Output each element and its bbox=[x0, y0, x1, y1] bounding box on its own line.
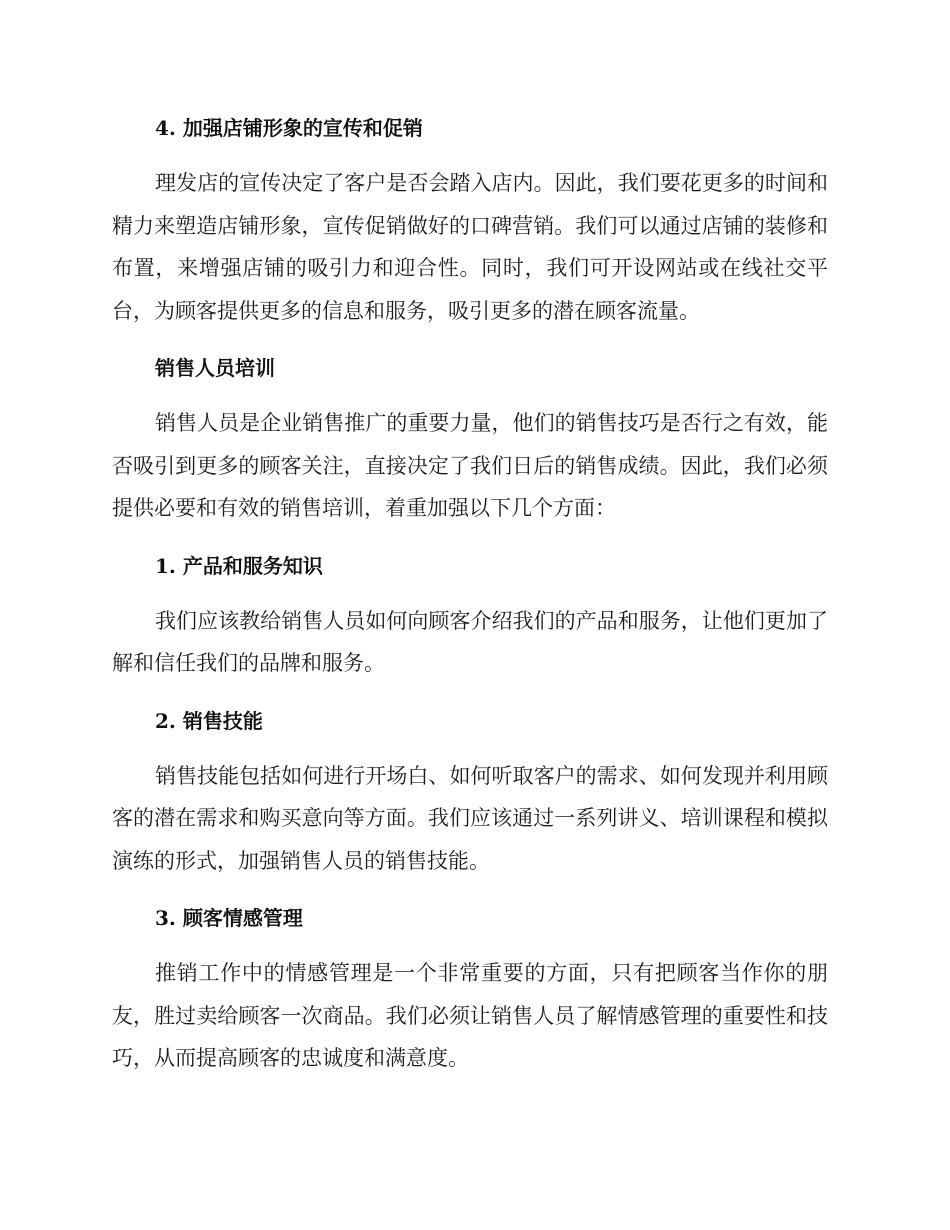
section-paragraph-sales-training: 销售人员是企业销售推广的重要力量，他们的销售技巧是否行之有效，能否吸引到更多的顾客关注，直接决定了我们日后的销售成绩。因此，我们必须提供必要和有效的销售培训，着重加强以下几个方面： bbox=[112, 411, 828, 520]
section-paragraph-product-knowledge: 我们应该教给销售人员如何向顾客介绍我们的产品和服务，让他们更加了解和信任我们的品牌和服务。 bbox=[112, 608, 828, 675]
section-paragraph-emotion-management: 推销工作中的情感管理是一个非常重要的方面，只有把顾客当作你的朋友，胜过卖给顾客一次商品。我们必须让销售人员了解情感管理的重要性和技巧，从而提高顾客的忠诚度和满意度。 bbox=[112, 961, 828, 1070]
section-heading-sales-training: 销售人员培训 bbox=[155, 356, 275, 380]
section-heading-store-promotion: 4. 加强店铺形象的宣传和促销 bbox=[155, 116, 423, 140]
section-paragraph-sales-skills: 销售技能包括如何进行开场白、如何听取客户的需求、如何发现并利用顾客的潜在需求和购买意向等方面。我们应该通过一系列讲义、培训课程和模拟演练的形式，加强销售人员的销售技能。 bbox=[112, 763, 828, 873]
document-page bbox=[112, 106, 828, 1094]
section-heading-emotion-management: 3. 顾客情感管理 bbox=[155, 906, 303, 930]
section-heading-sales-skills: 2. 销售技能 bbox=[155, 708, 263, 733]
section-paragraph-store-promotion: 理发店的宣传决定了客户是否会踏入店内。因此，我们要花更多的时间和精力来塑造店铺形象，宣传促销做好的口碑营销。我们可以通过店铺的装修和布置，来增强店铺的吸引力和迎合性。同时，我们可开设网站或在线社交平台，为顾客提供更多的信息和服务，吸引更多的潜在顾客流量。 bbox=[112, 171, 828, 323]
section-heading-product-knowledge: 1. 产品和服务知识 bbox=[155, 553, 323, 578]
